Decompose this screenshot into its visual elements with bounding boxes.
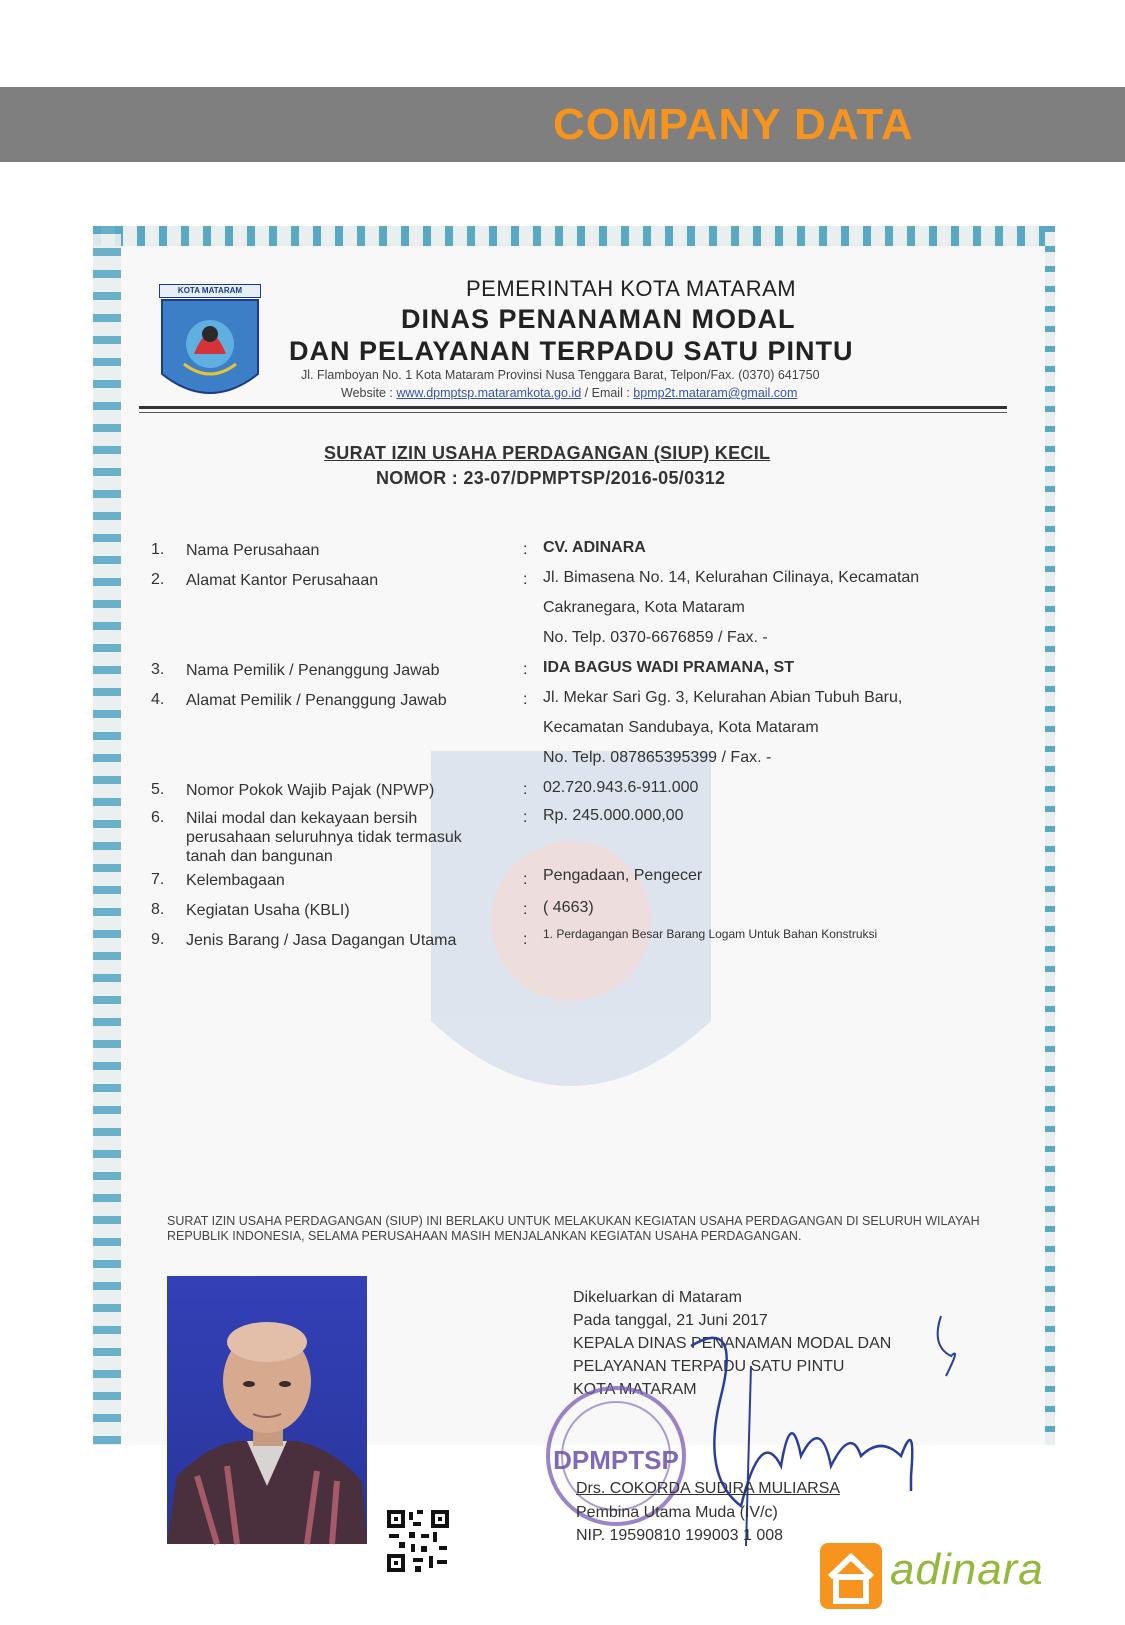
issued-date: Pada tanggal, 21 Juni 2017 [573, 1312, 768, 1329]
issuing-office-line3: KOTA MATARAM [573, 1381, 697, 1398]
issuing-office-line2: PELAYANAN TERPADU SATU PINTU [573, 1358, 845, 1375]
field-value: 1. Perdagangan Besar Barang Logam Untuk Bahan Konstruksi [543, 927, 878, 941]
value-line: No. Telp. 0370-6676859 / Fax. - [543, 629, 768, 646]
border-pattern-top [93, 226, 1055, 246]
field-colon: : [523, 541, 528, 558]
signer-nip: NIP. 19590810 199003 1 008 [576, 1527, 784, 1544]
header-contact [341, 386, 1045, 400]
document-paper [121, 246, 1045, 1544]
field-colon: : [523, 571, 528, 588]
field-colon: : [523, 901, 528, 918]
field-number: 8. [151, 901, 165, 918]
field-colon: : [523, 871, 528, 888]
logo-wordmark: adinara [890, 1545, 1044, 1594]
city-emblem [159, 284, 261, 412]
field-label: Kegiatan Usaha (KBLI) [186, 902, 350, 919]
field-value: ( 4663) [543, 899, 594, 916]
email-link: bpmp2t.mataram@gmail.com [633, 386, 798, 400]
field-number: 2. [151, 571, 165, 588]
field-label: Alamat Pemilik / Penanggung Jawab [186, 692, 447, 709]
field-value: Rp. 245.000.000,00 [543, 807, 684, 824]
header-address: Jl. Flamboyan No. 1 Kota Mataram Provinsi Nusa Tenggara Barat, Telpon/Fax. (0370) 641750 [301, 368, 820, 382]
value-line: Jl. Bimasena No. 14, Kelurahan Cilinaya, Kecamatan [543, 569, 920, 586]
field-value [543, 683, 993, 773]
value-line: Kecamatan Sandubaya, Kota Mataram [543, 719, 819, 736]
field-value: IDA BAGUS WADI PRAMANA, ST [543, 659, 794, 676]
field-number: 1. [151, 541, 165, 558]
page-title: COMPANY DATA [553, 100, 914, 149]
field-colon: : [523, 691, 528, 708]
document-number: NOMOR : 23-07/DPMPTSP/2016-05/0312 [376, 468, 726, 488]
field-colon: : [523, 931, 528, 948]
website-label: Website : [341, 386, 393, 400]
field-label: Jenis Barang / Jasa Dagangan Utama [186, 932, 457, 949]
license-document-photo [93, 226, 1055, 1544]
website-link: www.dpmptsp.mataramkota.go.id [396, 386, 582, 400]
document-title: SURAT IZIN USAHA PERDAGANGAN (SIUP) KECIL [324, 443, 771, 463]
issued-place: Dikeluarkan di Mataram [573, 1289, 742, 1306]
header-agency-line2: DAN PELAYANAN TERPADU SATU PINTU [289, 336, 854, 366]
field-colon: : [523, 781, 528, 798]
field-value: 02.720.943.6-911.000 [543, 779, 699, 796]
field-number: 9. [151, 931, 165, 948]
field-label: Nama Perusahaan [186, 542, 320, 559]
emblem-label: KOTA MATARAM [159, 284, 261, 298]
value-line: No. Telp. 087865395399 / Fax. - [543, 749, 772, 766]
email-label: / Email : [584, 386, 630, 400]
field-label: Nomor Pokok Wajib Pajak (NPWP) [186, 782, 435, 799]
field-colon: : [523, 809, 528, 826]
qr-code [385, 1508, 451, 1574]
field-number: 5. [151, 781, 165, 798]
company-logo [820, 1543, 1070, 1613]
house-icon [820, 1543, 882, 1609]
field-label: Nama Pemilik / Penanggung Jawab [186, 662, 440, 679]
signer-rank: Pembina Utama Muda (IV/c) [576, 1504, 778, 1521]
header-divider [139, 406, 1007, 409]
shield-icon [159, 284, 261, 412]
signer-name: Drs. COKORDA SUDIRA MULIARSA [576, 1480, 841, 1497]
field-number: 6. [151, 809, 165, 826]
field-label: Nilai modal dan kekayaan bersih perusahaan seluruhnya tidak termasuk tanah dan bangunan [186, 810, 462, 865]
field-number: 7. [151, 871, 165, 888]
field-label: Alamat Kantor Perusahaan [186, 572, 379, 589]
header-divider-thin [139, 412, 1007, 413]
person-icon [167, 1276, 367, 1544]
field-number: 3. [151, 661, 165, 678]
field-number: 4. [151, 691, 165, 708]
border-pattern-left [93, 226, 121, 1445]
owner-photo [167, 1276, 367, 1544]
header-agency-line1: DINAS PENANAMAN MODAL [401, 304, 796, 334]
value-line: Cakranegara, Kota Mataram [543, 599, 745, 616]
value-line: Jl. Mekar Sari Gg. 3, Kelurahan Abian Tubuh Baru, [543, 689, 903, 706]
header-government: PEMERINTAH KOTA MATARAM [466, 276, 797, 301]
stamp-text: DPMPTSP [553, 1445, 679, 1475]
field-value [543, 563, 993, 653]
field-colon: : [523, 661, 528, 678]
field-value: Pengadaan, Pengecer [543, 867, 703, 884]
validity-statement: SURAT IZIN USAHA PERDAGANGAN (SIUP) INI BERLAKU UNTUK MELAKUKAN KEGIATAN USAHA PERDAGANGAN DI SELURUH WILAYAH REPUBLIK INDONESIA, SELAMA PERUSAHAAN MASIH MENJALANKAN KEGIATAN USAHA PERDAGANGAN. [167, 1214, 980, 1243]
issuing-office-line1: KEPALA DINAS PENANAMAN MODAL DAN [573, 1335, 892, 1352]
field-label: Kelembagaan [186, 872, 285, 889]
header-banner [0, 87, 1125, 162]
field-value: CV. ADINARA [543, 539, 646, 556]
border-pattern-right [1045, 226, 1055, 1445]
